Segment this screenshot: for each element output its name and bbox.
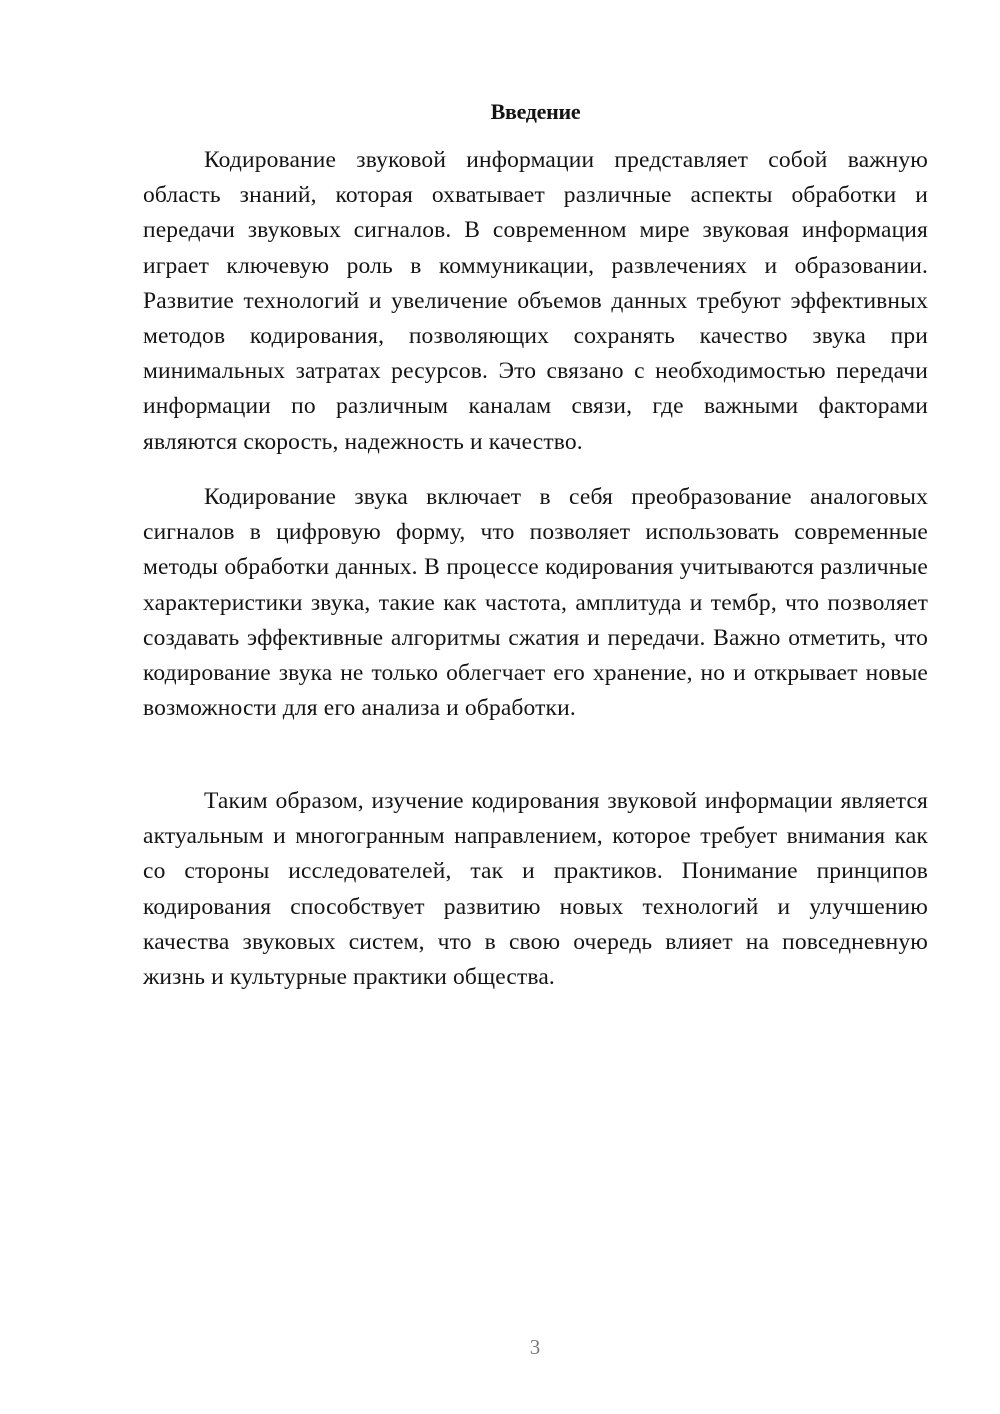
paragraph-2: Кодирование звука включает в себя преобразование аналоговых сигналов в цифровую форму, что позволяет использовать современные методы обработки данных. В процессе кодирования учитываются различные характеристики звука, такие как частота, амплитуда и тембр, что позволяет создавать эффективные алгоритмы сжатия и передачи. Важно отметить, что кодирование звука не только облегчает его хранение, но и открывает новые возможности для его анализа и обработки. [143, 484, 928, 722]
paragraph-3: Таким образом, изучение кодирования звуковой информации является актуальным и многогранным направлением, которое требует внимания как со стороны исследователей, так и практиков. Понимание принципов кодирования способствует развитию новых технологий и улучшению качества звуковых систем, что в свою очередь влияет на повседневную жизнь и культурные практики общества. [143, 788, 928, 991]
page-number: 3 [529, 1335, 541, 1359]
section-title: Введение [490, 99, 581, 124]
paragraph-1: Кодирование звуковой информации представляет собой важную область знаний, которая охватывает различные аспекты обработки и передачи звуковых сигналов. В современном мире звуковая информация играет ключевую роль в коммуникации, развлечениях и образовании. Развитие технологий и увеличение объемов данных требуют эффективных методов кодирования, позволяющих сохранять качество звука при минимальных затратах ресурсов. Это связано с необходимостью передачи информации по различным каналам связи, где важными факторами являются скорость, надежность и качество. [143, 147, 928, 455]
